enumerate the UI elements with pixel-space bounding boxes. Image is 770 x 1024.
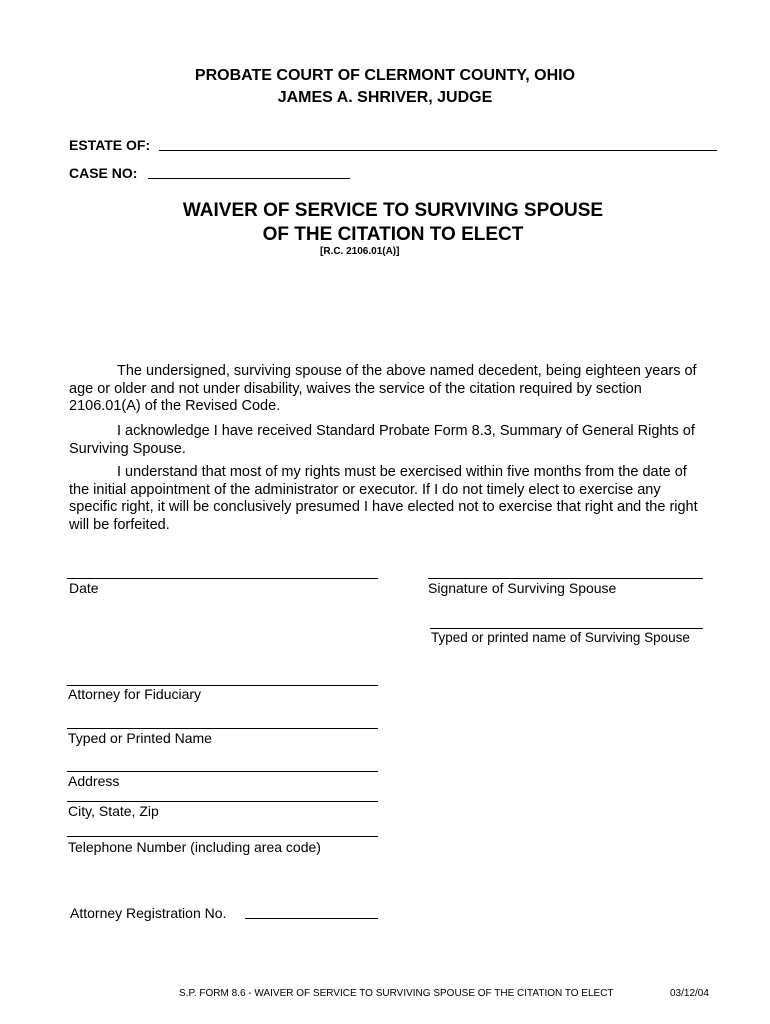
address-label: Address [68, 773, 120, 789]
rights-paragraph: I understand that most of my rights must be exercised within five months from the date of the initial appointment of the administrator or executor. If I do not timely elect to exercise any specific right, it will be conclusively presumed I have elected not to exercise that right and the right will be forfeited. [69, 464, 698, 533]
form-title-line2: OF THE CITATION TO ELECT [262, 224, 524, 245]
telephone-line[interactable] [67, 836, 378, 837]
statute-reference: [R.C. 2106.01(A)] [320, 246, 400, 257]
attorney-typed-name-label: Typed or Printed Name [68, 730, 212, 746]
form-footer-name: S.P. FORM 8.6 - WAIVER OF SERVICE TO SURVIVING SPOUSE OF THE CITATION TO ELECT [179, 988, 614, 999]
registration-label: Attorney Registration No. [70, 905, 227, 921]
case-number-label: CASE NO: [69, 165, 138, 181]
estate-field[interactable] [159, 150, 717, 151]
attorney-label: Attorney for Fiduciary [68, 686, 202, 702]
date-line[interactable] [67, 578, 378, 579]
court-name: PROBATE COURT OF CLERMONT COUNTY, OHIO [194, 67, 576, 84]
acknowledgement-paragraph: I acknowledge I have received Standard Probate Form 8.3, Summary of General Rights of Surviving Spouse. [69, 423, 695, 457]
city-state-zip-line[interactable] [67, 801, 378, 802]
waiver-paragraph: The undersigned, surviving spouse of the above named decedent, being eighteen years of age or older and not under disability, waives the service of the citation required by section 2106.01(A) of the Revised Code. [69, 363, 697, 414]
signature-line[interactable] [428, 578, 703, 579]
attorney-typed-name-line[interactable] [67, 728, 378, 729]
form-footer-date: 03/12/04 [670, 988, 709, 999]
estate-label: ESTATE OF: [69, 137, 151, 153]
address-line[interactable] [67, 771, 378, 772]
signature-label: Signature of Surviving Spouse [428, 580, 617, 596]
case-number-field[interactable] [148, 178, 350, 179]
date-label: Date [69, 580, 99, 596]
typed-spouse-name-label: Typed or printed name of Surviving Spouse [431, 630, 690, 645]
telephone-label: Telephone Number (including area code) [68, 839, 321, 855]
form-title-line1: WAIVER OF SERVICE TO SURVIVING SPOUSE [182, 200, 604, 221]
judge-name: JAMES A. SHRIVER, JUDGE [277, 89, 493, 106]
typed-spouse-name-line[interactable] [430, 628, 703, 629]
city-state-zip-label: City, State, Zip [68, 803, 159, 819]
registration-number-field[interactable] [245, 918, 378, 919]
